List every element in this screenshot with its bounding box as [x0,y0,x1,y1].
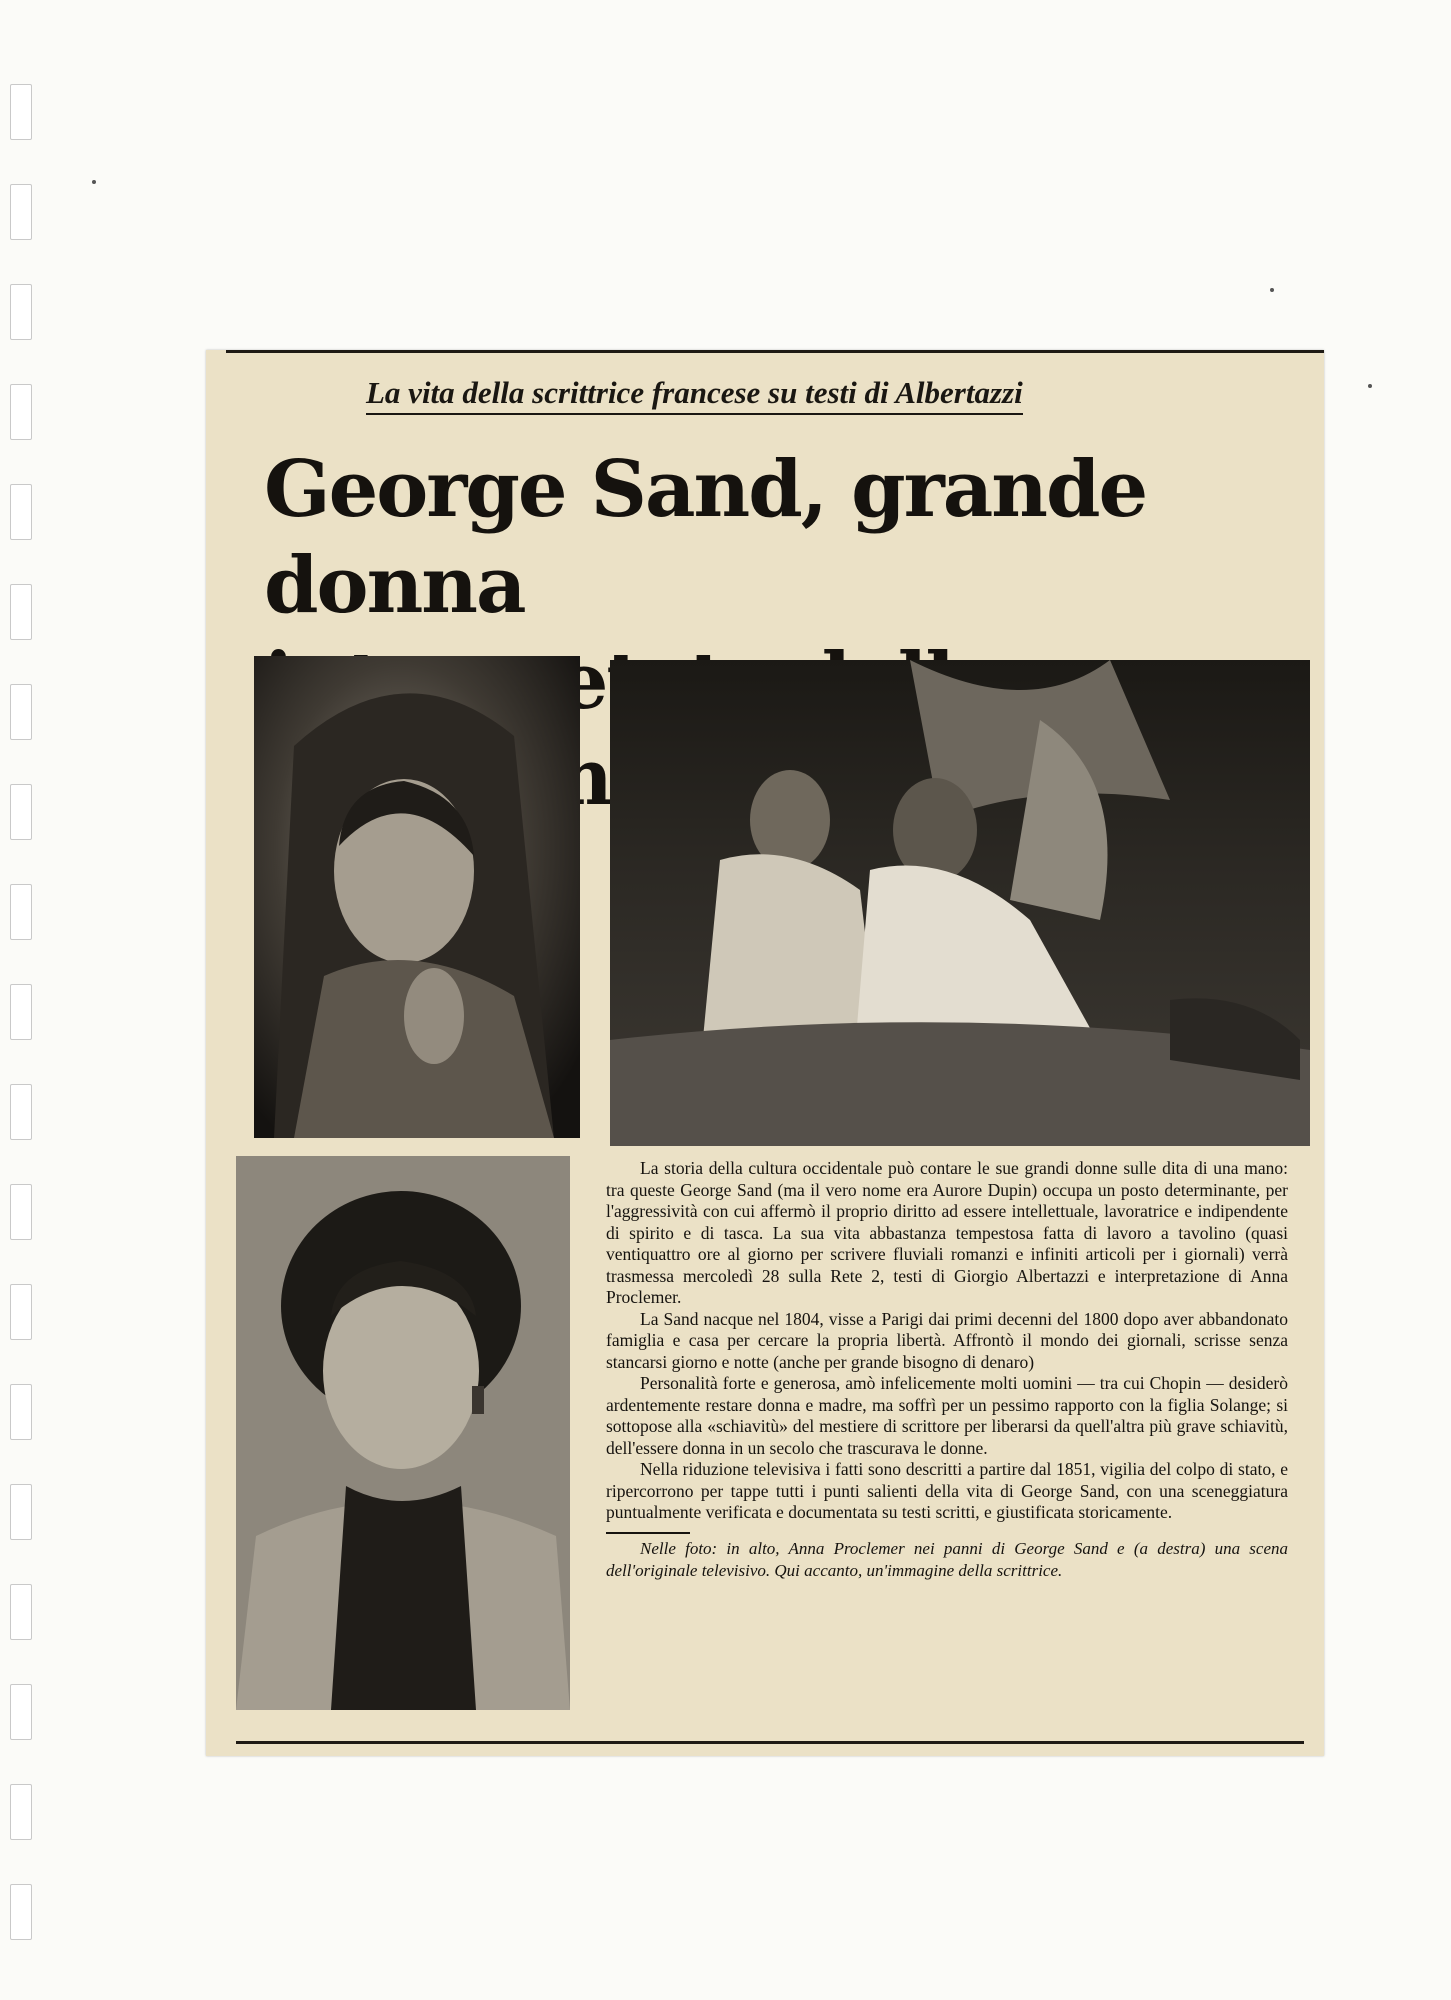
binder-hole [10,984,32,1040]
kicker: La vita della scrittrice francese su testi di Albertazzi [366,375,1023,415]
top-rule [226,350,1324,353]
binder-hole [10,1784,32,1840]
binder-hole [10,1884,32,1940]
binder-hole [10,884,32,940]
photo-caption: Nelle foto: in alto, Anna Proclemer nei panni di George Sand e (a destra) una scena dell'originale televisivo. Qui accanto, un'immagine della scrittrice. [606,1538,1288,1580]
article-body [606,1158,1288,1582]
binder-hole [10,284,32,340]
dust-speck [1368,384,1372,388]
caption-rule [606,1532,690,1534]
dust-speck [1270,288,1274,292]
dust-speck [92,180,96,184]
article-paragraph-1: La storia della cultura occidentale può contare le sue grandi donne sulle dita di una mano: tra queste George Sand (ma il vero nome era Aurore Dupin) occupa un posto determinante, per l'aggressività con cui affermò il proprio diritto ad essere intellettuale, lavoratrice e indipendente di spirito e di tasca. La sua vita abbastanza tempestosa fatta di lavoro a tavolino (quasi ventiquattro ore al giorno per scrivere fluviali romanzi e infiniti articoli per i giornali) verrà trasmessa mercoledì 28 sulla Rete 2, testi di Giorgio Albertazzi e interpretazione di Anna Proclemer. [606,1158,1288,1307]
bottom-rule [236,1741,1304,1744]
article-paragraph-2: La Sand nacque nel 1804, visse a Parigi dai primi decenni del 1800 dopo aver abbandonato famiglia e casa per cercare la propria libertà. Affrontò il mondo dei giornali, scrisse senza stancarsi giorno e notte (anche per grande bisogno di denaro) [606,1308,1288,1372]
binder-hole [10,684,32,740]
binder-hole [10,1184,32,1240]
photo-writer-image [236,1156,570,1710]
photo-writer-portrait [236,1156,570,1710]
photo-tv-scene [610,660,1310,1146]
binder-holes [10,0,36,2000]
binder-hole [10,584,32,640]
binder-hole [10,84,32,140]
binder-hole [10,184,32,240]
binder-hole [10,1284,32,1340]
binder-hole [10,1684,32,1740]
binder-hole [10,1584,32,1640]
headline-line-1: George Sand, grande donna [264,444,1147,631]
article-paragraph-4: Nella riduzione televisiva i fatti sono descritti a partire dal 1851, vigilia del colpo di stato, e ripercorrono per tappe tutti i punti salienti della vita di George Sand, con una sceneggiatura puntualmente verificata e documentata su testi scritti, e giustificata storicamente. [606,1459,1288,1522]
photo-tv-scene-image [610,660,1310,1146]
newspaper-clipping [206,350,1324,1756]
article-paragraph-3: Personalità forte e generosa, amò infelicemente molti uomini — tra cui Chopin — desiderò ardentemente restare donna e madre, ma soffrì per un pessimo rapporto con la figlia Solange; si sottopose alla «schiavitù» del mestiere di scrittore per liberarsi da quell'altra più grave schiavitù, dell'essere donna in un secolo che trascurava le donne. [606,1373,1288,1458]
binder-hole [10,384,32,440]
binder-hole [10,784,32,840]
binder-hole [10,1384,32,1440]
binder-hole [10,484,32,540]
photo-actress-image [254,656,580,1138]
photo-actress-portrait [254,656,580,1138]
binder-hole [10,1084,32,1140]
binder-hole [10,1484,32,1540]
